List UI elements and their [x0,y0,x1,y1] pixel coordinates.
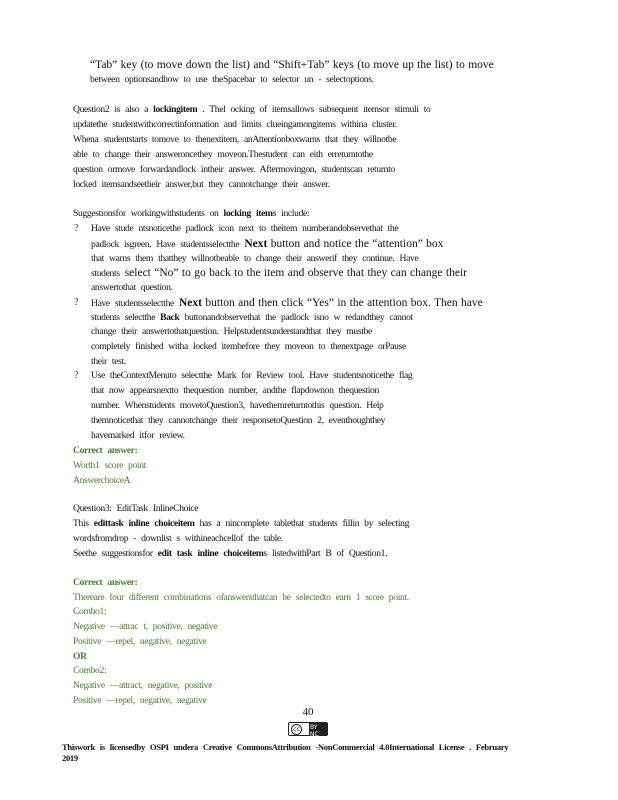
text-line: Have studentsselectthe Next button and then click “Yes” in the attention box. Then have [91,297,483,309]
text-line: Negative —attrac t, positive, negative [73,621,218,632]
text-line: Whena studentstarts tomove to thenextitem, anAttentionboxwarns that they willnotbe [73,134,397,145]
text-line: between optionsandhow to use theSpacebar to selector un - selectoptions. [90,74,374,85]
bullet-glyph: ? [74,223,79,234]
text-line: “Tab” key (to move down the list) and “Shift+Tab” keys (to move up the list) to move [90,59,494,71]
text-line: wordsfromdrop - downlist s withineachcellof the table. [73,533,283,544]
text-line: Question2 is also a lockingitem . Thel ocking of itemsallows subsequent itemsor stimuli to [73,104,431,115]
text-line: able to change their answeroncethey moveon.Thestudent can eith erreturntothe [73,149,373,160]
text-line: This edittask inline choiceitem has a nincomplete tablethat students fillin by selecting [73,518,410,529]
text-line: Positive —repel, negative, negative [73,636,207,647]
text-line: answertothat question. [91,282,173,293]
text-line: that now appearsnextto thequestion number, andthe flapdownon thequestion [91,385,379,396]
footer-year: 2019 [62,753,78,763]
text-line: AnswerchoiceA [73,475,131,486]
text-line: Positive —repel, negative, negative [73,695,207,706]
text-line: completely finished witha locked itembefore they moveon to thenextpage orPause [91,341,406,352]
text-line: Worth1 score point [73,460,146,471]
text-line: Suggestionsfor workingwithstudents on locking items include: [73,208,310,219]
question-heading: Question3: EditTask InlineChoice [73,503,199,514]
text-line: question ormove forwardandlock intheir answer. Aftermovingon, studentscan returnto [73,164,395,175]
text-line: students select “No” to go back to the item and observe that they can change their [91,267,467,279]
correct-answer-heading: Correct answer: [73,577,138,588]
text-line: change their answertothatquestion. Helpstudentsunderstandthat they mustbe [91,326,372,337]
text-line: students selectthe Back buttonandobservethat the padlock isno w redandthey cannot [91,312,413,323]
text-line: Have stude ntsnoticethe padlock icon next to theitem numberandobservethat the [91,223,399,234]
text-line: number. Whenstudents movetoQuestion3, havethemreturntothis question. Help [91,400,384,411]
text-line: havemarked itfor review. [91,430,185,441]
text-line: updatethe studentwithcorrectinformation and limits clueingamongitems withina cluster. [73,119,397,130]
bullet-glyph: ? [74,297,79,308]
text-line: that warns them thatthey willnotbeable to change their answerif they continue. Have [91,253,419,264]
page-number: 40 [302,706,314,718]
text-line: Thereare four different combinations ofanswersthatcan be selectedto earn 1 score point. [73,592,409,603]
text-line: themnoticethat they cannotchange their responsetoQuestion 2, eventhoughthey [91,415,386,426]
text-line: Seethe suggestionsfor edit task inline choiceitems listedwithPart B of Question1. [73,548,388,559]
text-line: padlock isgreen. Have studentsselectthe Next button and notice the “attention” box [91,238,444,250]
text-line: Combo1: [73,606,107,617]
text-line: their test. [91,356,126,367]
cc-license-icon: cc BY NC [288,722,328,736]
text-line: locked itemsandseetheir answer,but they cannotchange their answer. [73,179,330,190]
text-line: Combo2: [73,665,107,676]
text-line: OR [73,651,87,662]
text-line: Use theContextMenuto selectthe Mark for Review tool. Have studentsnoticethe flag [91,370,413,381]
text-line: Negative —attract, negative, positive [73,680,213,691]
correct-answer-heading: Correct answer: [73,445,138,456]
bullet-glyph: ? [74,370,79,381]
footer-license-text: Thiswork is licensedby OSPI undera Creative CommonsAttribution -NonCommercial 4.0International License . February [62,742,509,752]
